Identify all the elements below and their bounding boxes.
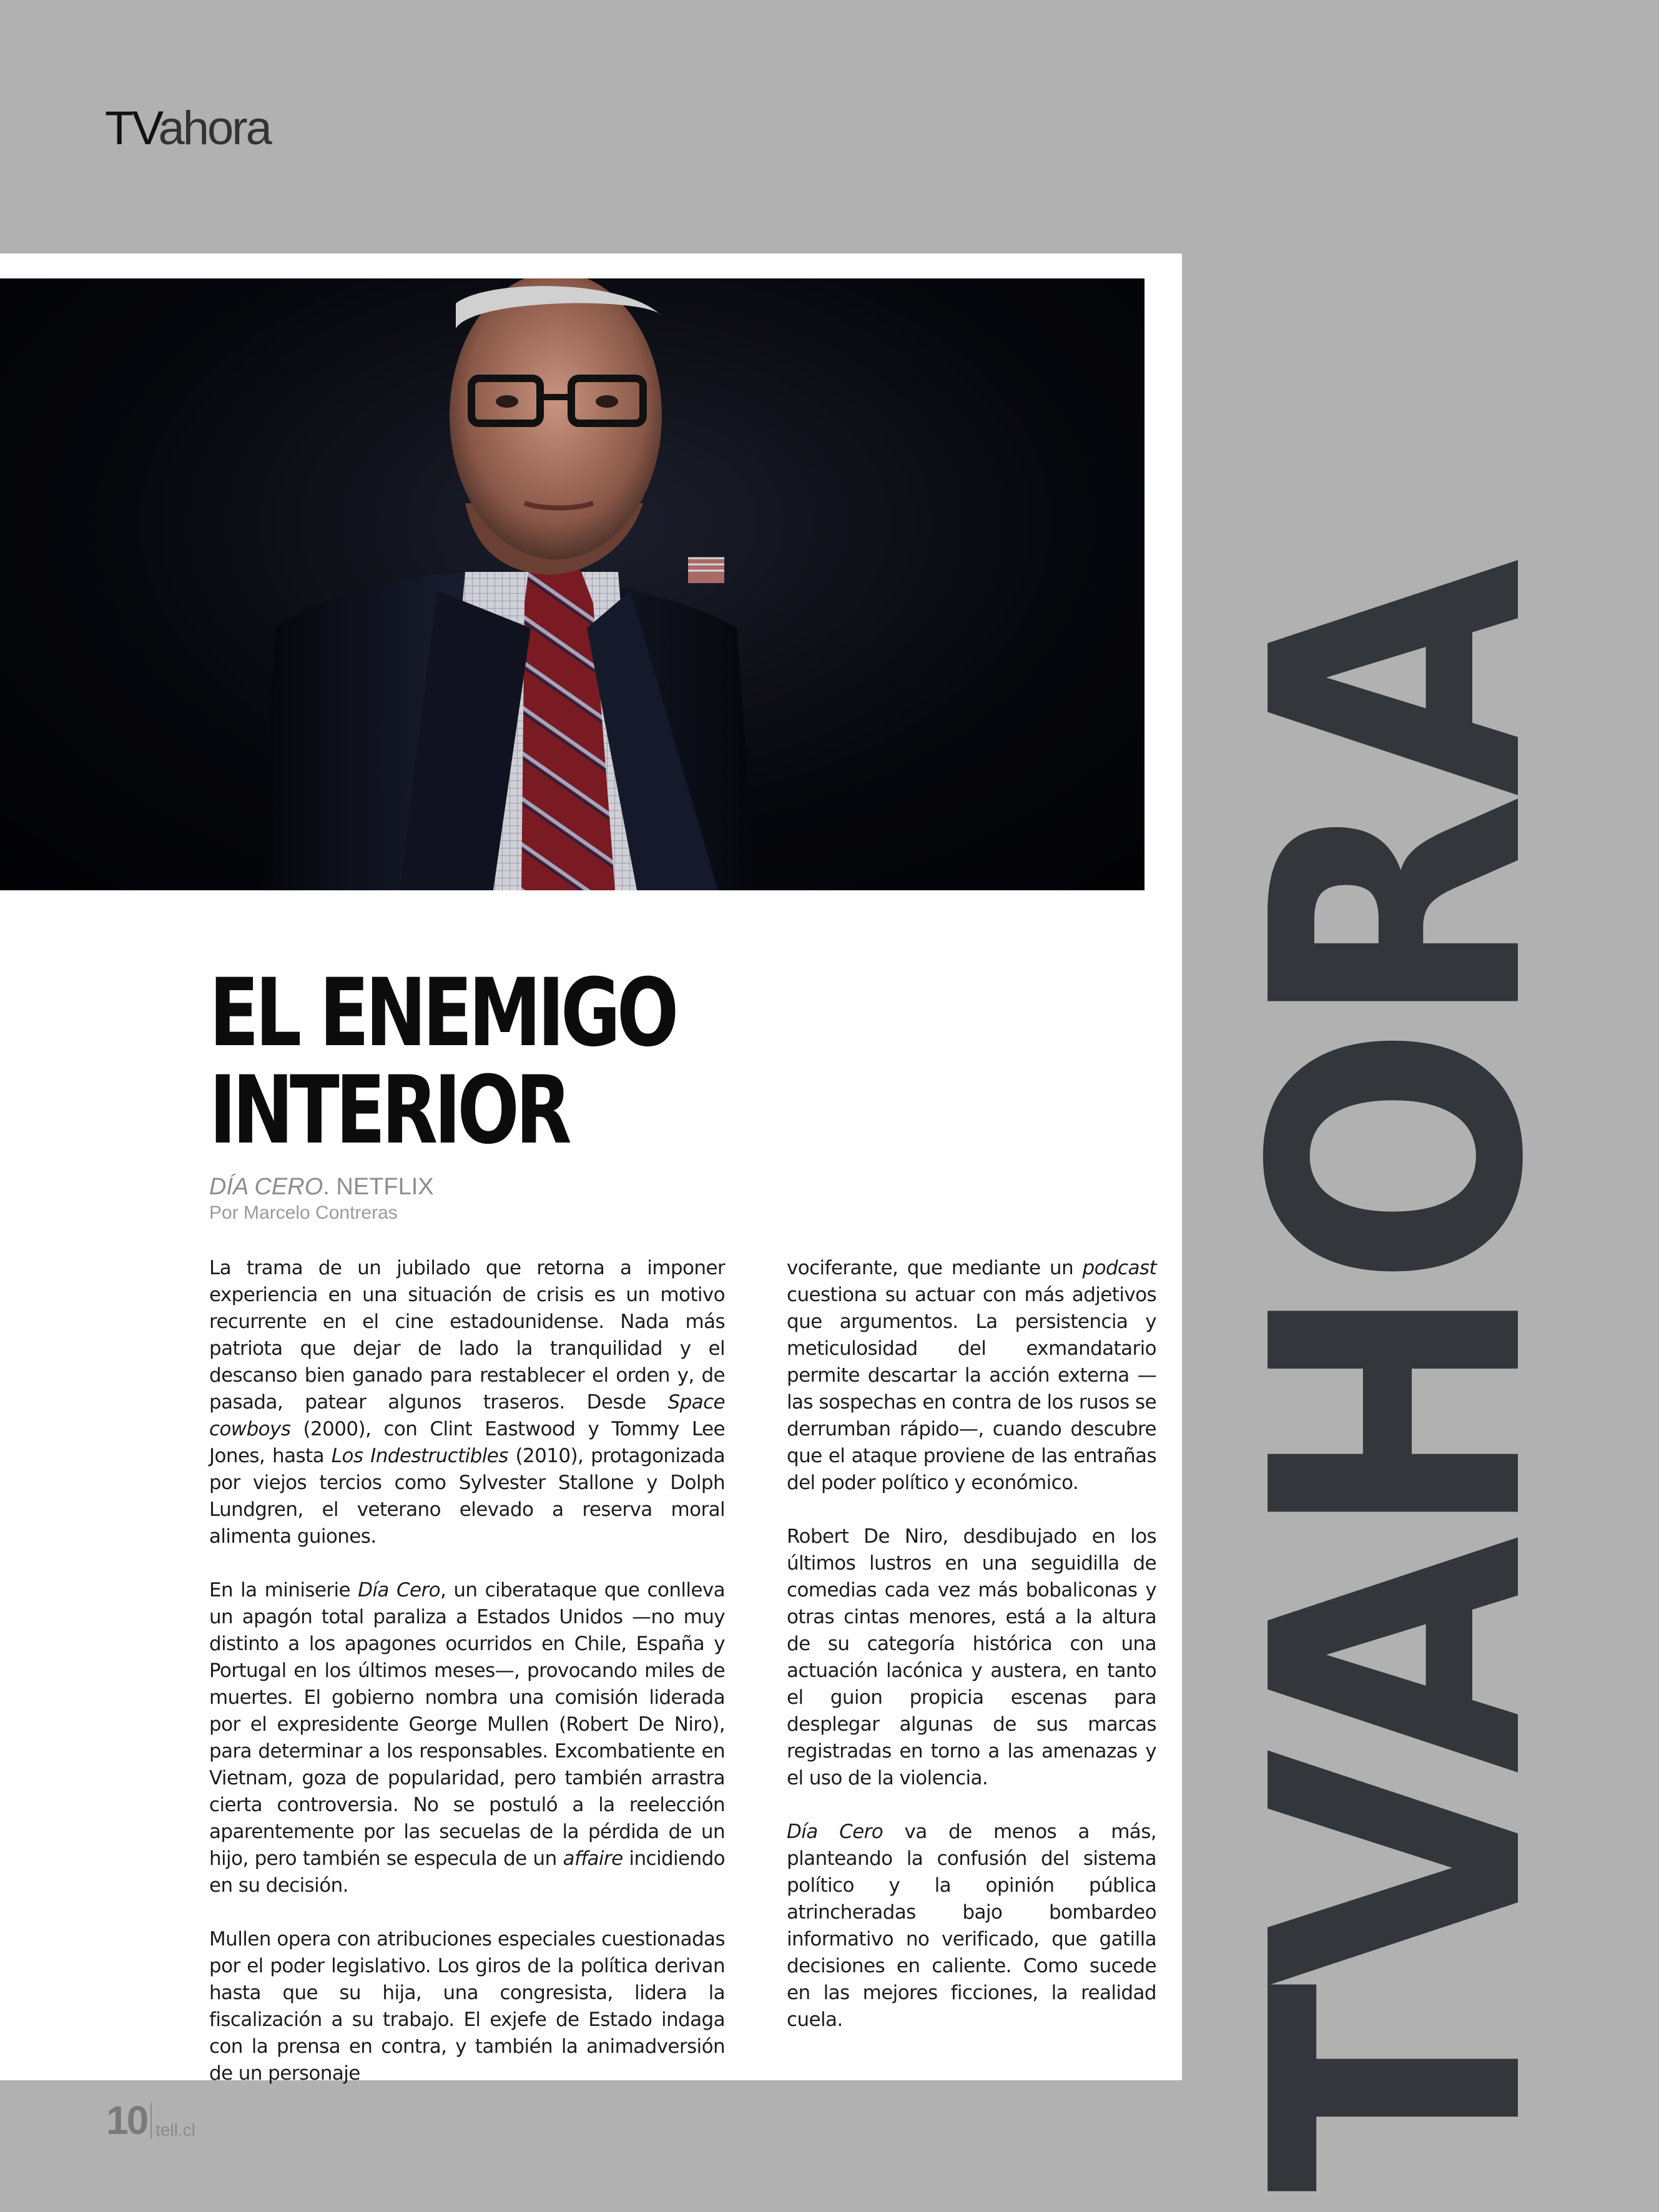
subtitle-platform: . NETFLIX: [323, 1174, 434, 1200]
italic-title-run: Día Cero: [358, 1579, 440, 1601]
article-column-right: [787, 1255, 1156, 2060]
vertical-section-title: TVAHORA: [1199, 563, 1599, 2193]
folio-divider: [150, 2103, 152, 2139]
article-subtitle: [209, 1175, 434, 1199]
text-run: incidiendo en su decisión.: [209, 1847, 726, 1897]
article-column-left: [209, 1255, 725, 2114]
text-run: Robert De Niro, desdibujado en los últimos lustros en una seguidilla de comedias cada vez más bobaliconas y otras cintas menores, está a la altura de su categoría histórica con una actuación lacónica y austera, en tanto el guion propicia escenas para desplegar algunas de sus marcas registradas en torno a las amenazas y el uso de la violencia.: [787, 1525, 1156, 1789]
site-name: tell.cl: [155, 2120, 195, 2140]
body-paragraph: [787, 1523, 1156, 1792]
body-paragraph: [787, 1819, 1156, 2033]
body-paragraph: [209, 1255, 725, 1550]
text-run: (2000), con Clint Eastwood y Tommy Lee Jones, hasta: [209, 1418, 725, 1467]
text-run: vociferante, que mediante un: [787, 1257, 1083, 1279]
section-tag: [105, 102, 270, 155]
body-paragraph: [787, 1255, 1156, 1497]
article-byline: Por Marcelo Contreras: [209, 1202, 398, 1223]
page-number: 10: [106, 2098, 147, 2143]
subtitle-show-title: DÍA CERO: [209, 1174, 323, 1200]
headline-line-1: EL ENEMIGO: [209, 959, 676, 1068]
body-paragraph: [209, 1577, 725, 1899]
article-headline: [209, 959, 676, 1165]
text-run: Mullen opera con atribuciones especiales cuestionadas por el poder legislativo. Los giros de la política derivan hasta que su hija, una congresista, lidera la fiscalización a su trabajo. El exjefe de Estado indaga con la prensa en contra, y también la animadversión de un personaje: [209, 1928, 725, 2085]
section-tag-tv: TV: [105, 102, 159, 155]
headline-line-2: INTERIOR: [209, 1056, 568, 1165]
page-folio: [106, 2098, 195, 2143]
italic-title-run: podcast: [1082, 1257, 1156, 1279]
text-run: En la miniserie: [209, 1579, 358, 1601]
text-run: (2010), protagonizada por viejos tercios como Sylvester Stallone y Dolph Lundgren, el veterano elevado a reserva moral alimenta guiones.: [209, 1445, 725, 1548]
italic-title-run: Space cowboys: [209, 1391, 725, 1440]
text-run: cuestiona su actuar con más adjetivos que argumentos. La persistencia y meticulosidad del exmandatario permite descartar la acción externa —las sospechas en contra de los rusos se derrumban rápido—, cuando descubre que el ataque proviene de las entrañas del poder político y económico.: [787, 1284, 1156, 1494]
text-run: , un ciberataque que conlleva un apagón total paraliza a Estados Unidos —no muy distinto a los apagones ocurridos en Chile, España y Portugal en los últimos meses—, provocando miles de muertes. El gobierno nombra una comisión liderada por el expresidente George Mullen (Robert De Niro), para determinar a los responsables. Excombatiente en Vietnam, goza de popularidad, pero también arrastra cierta controversia. No se postuló a la reelección aparentemente por las secuelas de la pérdida de un hijo, pero también se especula de un: [209, 1579, 726, 1870]
text-run: La trama de un jubilado que retorna a imponer experiencia en una situación de crisis es un motivo recurrente en el cine estadounidense. Nada más patriota que dejar de lado la tranquilidad y el descanso bien ganado para restablecer el orden y, de pasada, patear algunos traseros. Desde: [209, 1257, 725, 1413]
italic-title-run: affaire: [563, 1847, 623, 1870]
italic-title-run: Día Cero: [787, 1821, 884, 1843]
section-tag-ahora: ahora: [158, 102, 270, 155]
portrait-illustration: [0, 278, 1145, 890]
body-paragraph: [209, 1926, 725, 2087]
italic-title-run: Los Indestructibles: [331, 1445, 508, 1467]
text-run: va de menos a más, planteando la confusión del sistema político y la opinión pública atrincheradas bajo bombardeo informativo no verificado, que gatilla decisiones en caliente. Como sucede en las mejores ficciones, la realidad cuela.: [787, 1821, 1156, 2031]
article-photo: [0, 278, 1145, 890]
